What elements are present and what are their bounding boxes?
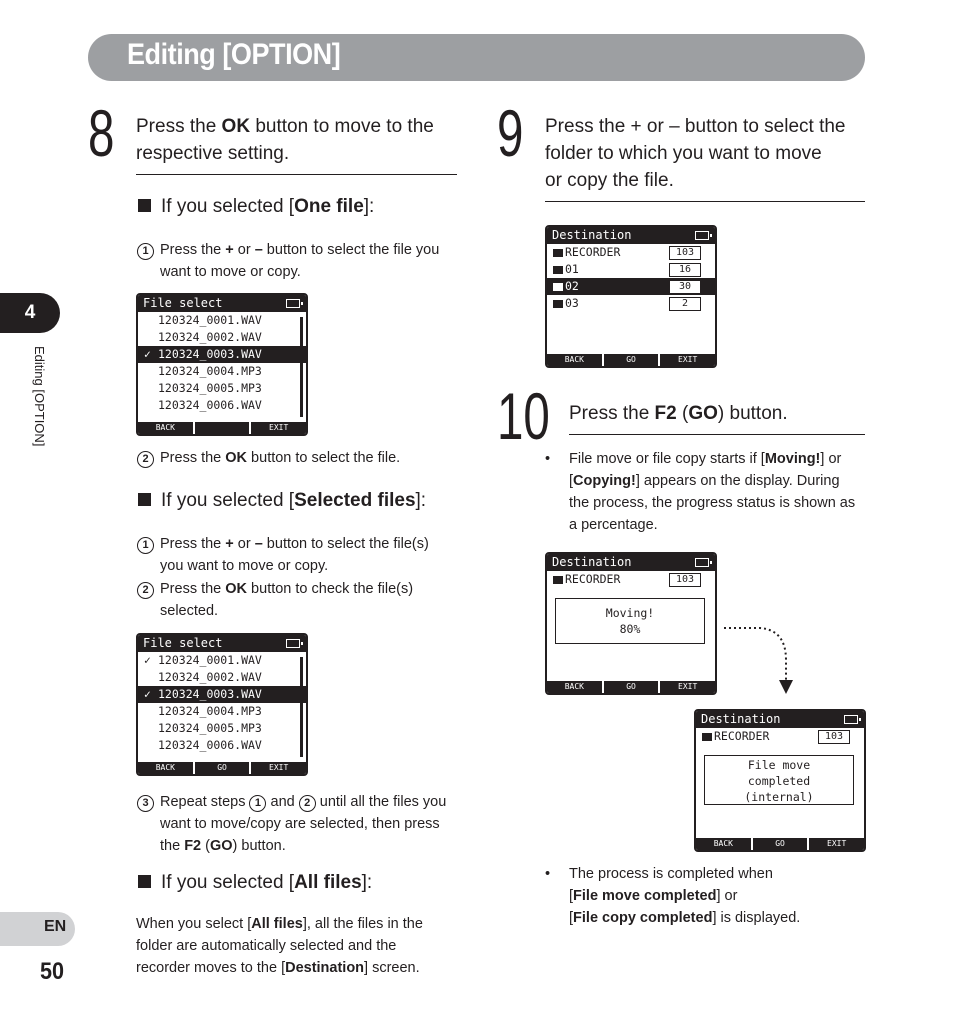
file-count: 2 [669, 297, 701, 311]
screen-title: File select [138, 635, 306, 652]
list-item: 1 [137, 533, 154, 555]
file-name: 120324_0003.WAV [158, 687, 262, 701]
file-row [138, 669, 306, 686]
folder-row [547, 261, 715, 278]
softkey-label: EXIT [251, 762, 306, 774]
file-name: 120324_0005.MP3 [158, 721, 262, 735]
device-screen-file-select [136, 633, 308, 776]
page-number: 50 [40, 958, 65, 985]
file-name: 120324_0001.WAV [158, 313, 262, 327]
flow-arrow [720, 620, 800, 700]
step-instruction: Press the + or – button to select the folder to which you want to move or copy the file. [545, 116, 846, 191]
language-label: EN [44, 918, 67, 935]
paragraph: When you select [All files], all the files in the folder are automatically selected and the recorder moves to the [Destination] screen. [136, 916, 423, 976]
battery-icon [286, 299, 300, 308]
folder-name: RECORDER [565, 245, 621, 259]
softkey-label: EXIT [660, 354, 715, 366]
softkey-bar [138, 422, 306, 434]
screen-title: File select [138, 295, 306, 312]
softkey-label: BACK [547, 681, 602, 693]
softkey-label: BACK [138, 762, 193, 774]
list-item: 2 [137, 578, 154, 600]
device-screen-destination [545, 225, 717, 368]
folder-list [547, 244, 715, 312]
screen-title: Destination [547, 554, 715, 571]
file-list [138, 652, 306, 754]
softkey-bar [696, 838, 864, 850]
file-name: 120324_0001.WAV [158, 653, 262, 667]
screen-title: Destination [696, 711, 864, 728]
bullet-mark: • [545, 866, 551, 882]
file-row [138, 312, 306, 329]
file-row [138, 380, 306, 397]
bullet-text: The process is completed when [File move completed] or [File copy completed] is displayed. [569, 866, 801, 926]
folder-row [547, 295, 715, 312]
file-name: 120324_0004.MP3 [158, 364, 262, 378]
subheading-one-file: If you selected [One file]: [138, 196, 374, 218]
list-item-text: Press the OK button to check the file(s) selected. [160, 581, 414, 619]
file-count: 103 [669, 246, 701, 260]
step-instruction: Press the OK button to move to the respective setting. [136, 116, 434, 164]
file-count: 30 [669, 280, 701, 294]
softkey-label: GO [604, 354, 659, 366]
softkey-bar [547, 354, 715, 366]
list-item-text: Press the + or – button to select the file you want to move or copy. [160, 242, 440, 280]
battery-icon [844, 715, 858, 724]
folder-icon [553, 300, 563, 308]
device-screen-completed [694, 709, 866, 852]
softkey-bar [138, 762, 306, 774]
divider [136, 174, 457, 175]
folder-icon [553, 249, 563, 257]
folder-icon [553, 266, 563, 274]
file-list [138, 312, 306, 414]
step-number: 10 [497, 379, 550, 453]
list-item: 2 [137, 447, 154, 469]
folder-row [547, 244, 715, 261]
folder-name: 02 [565, 279, 579, 293]
bullet-text: File move or file copy starts if [Moving!] or [Copying!] appears on the display. During the process, the progress status is shown as a percentage. [569, 451, 856, 533]
step-number: 9 [497, 96, 524, 170]
battery-icon [286, 639, 300, 648]
progress-popup: Moving! 80% [555, 598, 705, 644]
file-row [138, 329, 306, 346]
folder-row: RECORDER 103 [696, 728, 864, 745]
folder-row: RECORDER 103 [547, 571, 715, 588]
file-row [138, 363, 306, 380]
folder-icon [553, 283, 563, 291]
list-item-text: Press the + or – button to select the file(s) you want to move or copy. [160, 536, 429, 574]
scrollbar [300, 657, 303, 757]
check-icon: ✓ [144, 653, 151, 667]
divider [569, 434, 865, 435]
section-label: Editing [OPTION] [32, 346, 47, 447]
folder-icon [553, 576, 563, 584]
softkey-bar [547, 681, 715, 693]
file-row [138, 652, 306, 669]
device-screen-file-select [136, 293, 308, 436]
check-icon: ✓ [144, 687, 151, 701]
file-row [138, 397, 306, 414]
step-instruction: Press the F2 (GO) button. [569, 403, 788, 424]
file-name: 120324_0003.WAV [158, 347, 262, 361]
subheading-selected-files: If you selected [Selected files]: [138, 490, 426, 512]
divider [545, 201, 865, 202]
file-name: 120324_0002.WAV [158, 670, 262, 684]
file-row [138, 737, 306, 754]
list-item: 3 [137, 791, 154, 813]
file-row [138, 346, 306, 363]
list-item-text: Press the OK button to select the file. [160, 450, 401, 466]
file-name: 120324_0002.WAV [158, 330, 262, 344]
softkey-label [195, 422, 250, 434]
list-item: 1 [137, 239, 154, 261]
file-count: 16 [669, 263, 701, 277]
battery-icon [695, 231, 709, 240]
folder-icon [702, 733, 712, 741]
folder-row [547, 278, 715, 295]
folder-name: 03 [565, 296, 579, 310]
bullet-mark: • [545, 451, 551, 467]
softkey-label: EXIT [809, 838, 864, 850]
softkey-label: GO [604, 681, 659, 693]
battery-icon [695, 558, 709, 567]
step-number: 8 [88, 96, 115, 170]
softkey-label: BACK [138, 422, 193, 434]
file-name: 120324_0006.WAV [158, 738, 262, 752]
list-item-text: Repeat steps 1 and 2 until all the files you want to move/copy are selected, then press the F2 (GO) button. [160, 794, 447, 854]
softkey-label: GO [195, 762, 250, 774]
softkey-label: BACK [547, 354, 602, 366]
file-name: 120324_0006.WAV [158, 398, 262, 412]
file-row [138, 720, 306, 737]
softkey-label: BACK [696, 838, 751, 850]
chapter-number: 4 [24, 302, 36, 323]
softkey-label: EXIT [660, 681, 715, 693]
device-screen-moving [545, 552, 717, 695]
scrollbar [300, 317, 303, 417]
file-name: 120324_0004.MP3 [158, 704, 262, 718]
softkey-label: GO [753, 838, 808, 850]
file-row [138, 686, 306, 703]
screen-title: Destination [547, 227, 715, 244]
completed-popup: File move completed (internal) [704, 755, 854, 805]
check-icon: ✓ [144, 347, 151, 361]
subheading-all-files: If you selected [All files]: [138, 872, 372, 894]
folder-name: 01 [565, 262, 579, 276]
page-title: Editing [OPTION] [127, 38, 341, 71]
file-name: 120324_0005.MP3 [158, 381, 262, 395]
softkey-label: EXIT [251, 422, 306, 434]
file-row [138, 703, 306, 720]
